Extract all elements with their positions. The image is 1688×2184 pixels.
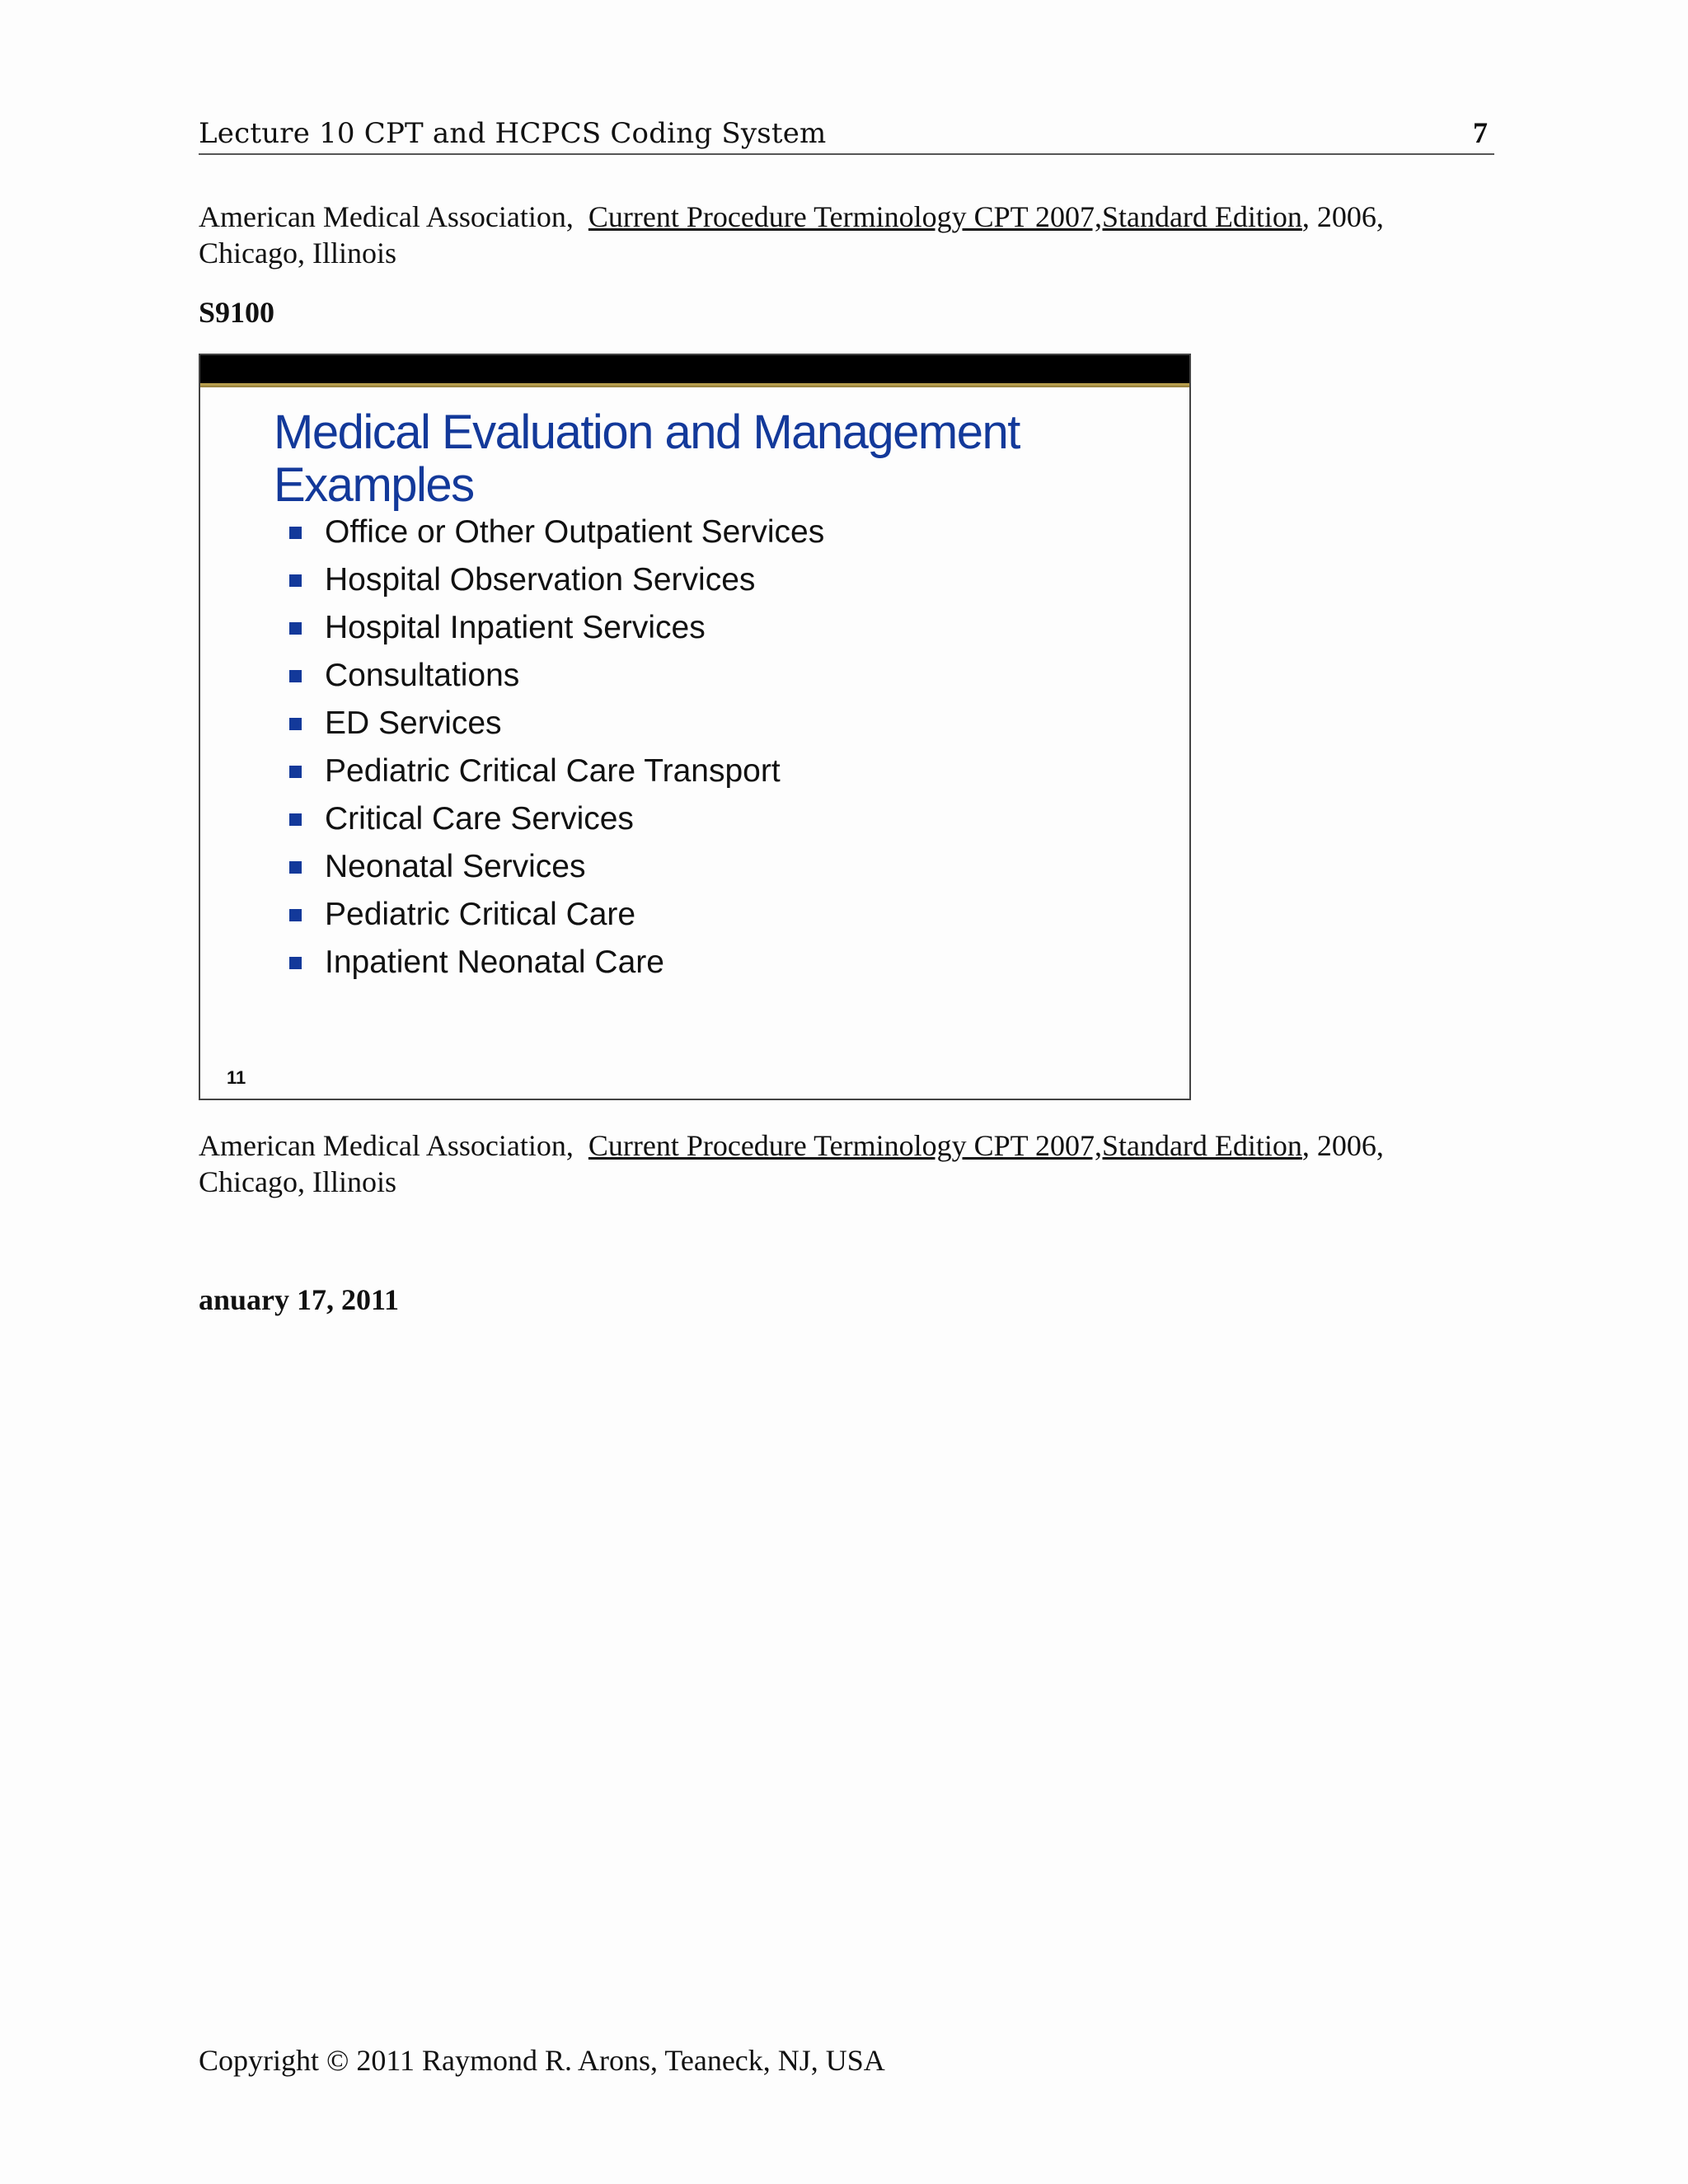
- list-item: [289, 939, 824, 987]
- list-item: [289, 556, 824, 604]
- square-bullet-icon: [289, 861, 302, 874]
- citation-bottom: [199, 1127, 1501, 1200]
- list-item-text: Pediatric Critical Care: [325, 897, 636, 932]
- citation-year: , 2006,: [1301, 200, 1384, 233]
- square-bullet-icon: [289, 766, 302, 778]
- slide-gold-rule: [200, 383, 1189, 387]
- citation-book-title: Current Procedure Terminology CPT 2007,Standard Edition: [588, 1129, 1302, 1162]
- list-item-text: Critical Care Services: [325, 801, 634, 837]
- citation-comma: ,: [565, 1129, 574, 1162]
- list-item: [289, 748, 824, 795]
- list-item-text: Pediatric Critical Care Transport: [325, 753, 781, 789]
- list-item-text: Hospital Observation Services: [325, 562, 756, 598]
- page-number: 7: [1473, 116, 1488, 149]
- list-item: [289, 700, 824, 748]
- list-item: [289, 891, 824, 939]
- square-bullet-icon: [289, 527, 302, 539]
- slide-image: [199, 354, 1191, 1100]
- citation-place: Chicago, Illinois: [199, 237, 396, 269]
- slide-title: [274, 406, 1098, 512]
- square-bullet-icon: [289, 622, 302, 635]
- list-item: [289, 652, 824, 700]
- code-label: S9100: [199, 296, 275, 329]
- list-item-text: Consultations: [325, 658, 520, 693]
- square-bullet-icon: [289, 670, 302, 682]
- citation-comma: ,: [565, 200, 574, 233]
- citation-year: , 2006,: [1301, 1129, 1384, 1162]
- slide-number: 11: [227, 1067, 246, 1088]
- copyright-footer: Copyright © 2011 Raymond R. Arons, Teaneck, NJ, USA: [199, 2044, 885, 2077]
- square-bullet-icon: [289, 718, 302, 730]
- page-header: [199, 114, 1494, 155]
- square-bullet-icon: [289, 957, 302, 969]
- square-bullet-icon: [289, 813, 302, 826]
- square-bullet-icon: [289, 909, 302, 921]
- citation-author: American Medical Association: [199, 1129, 566, 1162]
- citation-place: Chicago, Illinois: [199, 1165, 396, 1198]
- citation-book-title: Current Procedure Terminology CPT 2007,Standard Edition: [588, 200, 1302, 233]
- slide-title-line2: Examples: [274, 458, 474, 512]
- slide-top-bar: [200, 355, 1189, 383]
- list-item-text: Neonatal Services: [325, 849, 586, 884]
- citation-author: American Medical Association: [199, 200, 566, 233]
- slide-bullet-list: [289, 509, 824, 987]
- list-item-text: Office or Other Outpatient Services: [325, 514, 825, 550]
- slide-title-line1: Medical Evaluation and Management: [274, 405, 1020, 459]
- list-item: [289, 843, 824, 891]
- list-item: [289, 509, 824, 556]
- square-bullet-icon: [289, 574, 302, 587]
- list-item-text: Hospital Inpatient Services: [325, 610, 706, 645]
- list-item: [289, 795, 824, 843]
- list-item-text: Inpatient Neonatal Care: [325, 944, 664, 980]
- citation-top: [199, 199, 1501, 271]
- date-label: anuary 17, 2011: [199, 1283, 400, 1316]
- list-item-text: ED Services: [325, 705, 502, 741]
- list-item: [289, 604, 824, 652]
- header-title: Lecture 10 CPT and HCPCS Coding System: [199, 117, 827, 150]
